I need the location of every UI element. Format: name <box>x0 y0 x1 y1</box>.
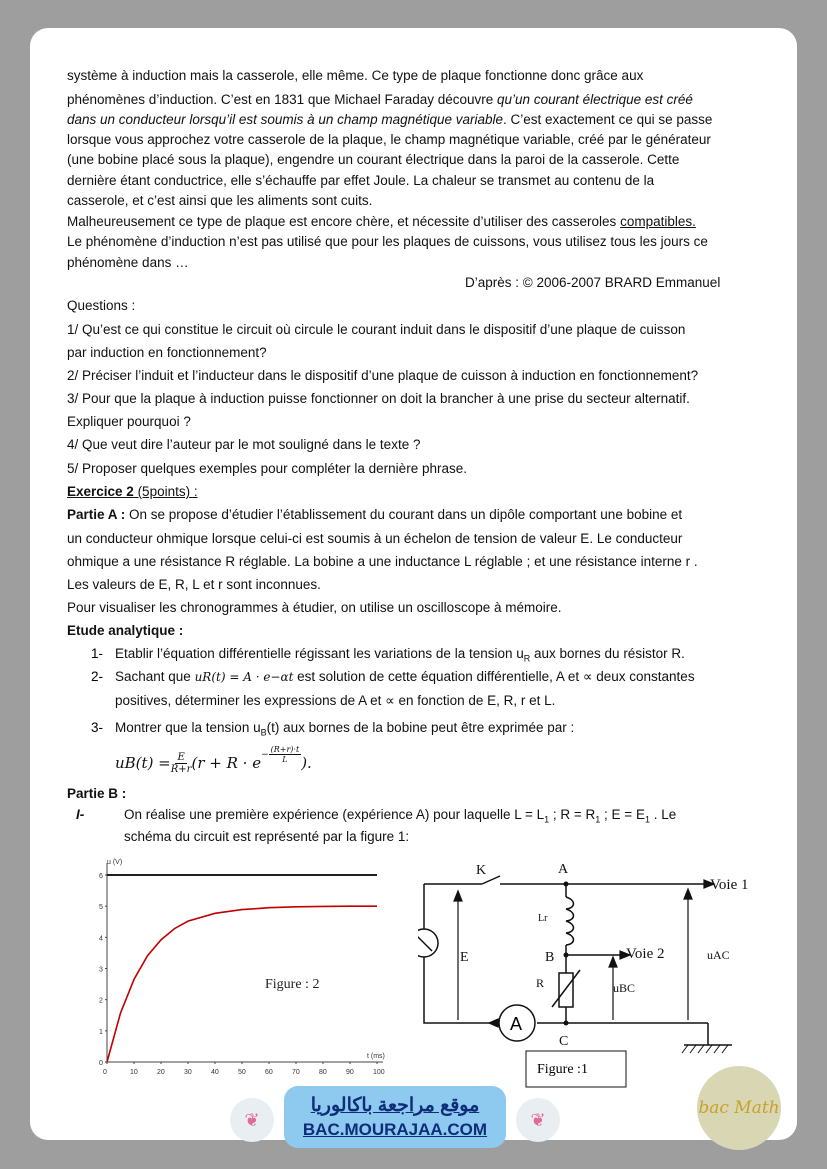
paragraph-line: dernière étant conductrice, elle s’échauffe par effet Joule. La chaleur se transmet au contenu de la <box>67 173 655 188</box>
y-tick-label: 4 <box>99 935 103 943</box>
paragraph-line: dans un conducteur lorsqu’il est soumis à un champ magnétique variable. C’est exactement ce qui se passe <box>67 112 713 127</box>
figure-2-chart <box>85 852 395 1082</box>
paragraph-line: système à induction mais la casserole, elle même. Ce type de plaque fonctionne donc grâce aux <box>67 68 644 83</box>
label-c: C <box>559 1034 569 1049</box>
label-k: K <box>476 863 487 878</box>
ammeter-label: A <box>510 1014 523 1034</box>
right-logo-icon: ❦ <box>516 1098 560 1142</box>
left-logo-icon: ❦ <box>230 1098 274 1142</box>
banner-arabic-text: موقع مراجعة باكالوريا <box>310 1095 480 1116</box>
part-a-line: ohmique a une résistance R réglable. La bobine a une inductance L réglable ; et une résistance interne r . <box>67 554 698 569</box>
y-tick-label: 1 <box>99 1028 103 1036</box>
formula-ub: uB(t) = $\frac{E}{R+r}$ (r + R · e $^{- \frac{(R+r)\cdot t}{L}}$ ). <box>115 745 312 775</box>
question-5: 5/ Proposer quelques exemples pour compléter la dernière phrase. <box>67 461 467 476</box>
circuit-arrows <box>454 880 714 1027</box>
label-a: A <box>558 862 569 877</box>
y-tick-label: 6 <box>99 873 103 880</box>
x-tick-label: 40 <box>211 1069 219 1076</box>
paragraph-line: phénomènes d’induction. C’est en 1831 que Michael Faraday découvre qu’un courant électrique est créé <box>67 92 693 107</box>
chart-x-label: t (ms) <box>367 1053 385 1060</box>
coil-lr <box>566 897 574 945</box>
x-tick-label: 80 <box>319 1069 327 1076</box>
exercise-2-heading: Exercice 2 (5points) : <box>67 484 198 499</box>
figure-1-caption: Figure :1 <box>537 1062 588 1077</box>
x-tick-label: 30 <box>184 1069 192 1076</box>
figure-1-circuit <box>418 855 763 1090</box>
x-tick-label: 60 <box>265 1069 273 1076</box>
paragraph-line: casserole, et c’est ainsi que les aliments sont cuits. <box>67 193 373 208</box>
part-b-roman-1: I- <box>76 807 85 822</box>
label-e: E <box>460 950 469 965</box>
chart-axes <box>107 863 383 1062</box>
item-2-cont: positives, déterminer les expressions de A et ∝ en fonction de E, R, r et L. <box>115 693 556 708</box>
resistor-r <box>559 973 573 1007</box>
source-citation: D’après : © 2006-2007 BRARD Emmanuel <box>465 275 721 290</box>
item-number: 3- <box>91 720 104 735</box>
question-2: 2/ Préciser l’induit et l’inducteur dans le dispositif d’une plaque de cuisson à induction en fonctionnement? <box>67 368 699 383</box>
paragraph-line: (une bobine placé sous la plaque), engendre un courant électrique dans la paroi de la casserole. Cette <box>67 152 680 167</box>
part-a-line: un conducteur ohmique lorsque celui-ci est soumis à un échelon de tension de valeur E. Le conducteur <box>67 531 683 546</box>
label-uac: uAC <box>707 948 730 962</box>
x-tick-label: 20 <box>157 1069 165 1076</box>
site-banner[interactable] <box>284 1086 506 1148</box>
x-tick-label: 90 <box>346 1069 354 1076</box>
chart-y-label: u (V) <box>107 859 123 866</box>
part-b-line: schéma du circuit est représenté par la figure 1: <box>124 829 410 844</box>
item-2: Sachant que uR(t) = A · e−αt est solution de cette équation différentielle, A et ∝ deux constantes <box>115 669 695 684</box>
y-tick-label: 2 <box>99 997 103 1005</box>
bac-math-logo: bac Math <box>697 1066 781 1150</box>
x-tick-label: 50 <box>238 1069 246 1076</box>
formula-fraction: $\frac{E}{R+r}$ <box>170 751 192 775</box>
label-lr: Lr <box>538 913 548 924</box>
question-1: 1/ Qu’est ce qui constitue le circuit où circule le courant induit dans le dispositif d’une plaque de cuisson <box>67 322 686 337</box>
x-tick-label: 10 <box>130 1069 138 1076</box>
x-tick-label: 0 <box>103 1069 107 1076</box>
item-number: 1- <box>91 646 104 661</box>
generator-icon <box>418 929 438 957</box>
item-1: Etablir l’équation différentielle régissant les variations de la tension $u_R$ aux bornes du résistor R. <box>115 646 685 664</box>
label-voie-1: Voie 1 <box>710 877 749 893</box>
part-a-line: Pour visualiser les chronogrammes à étudier, on utilise un oscilloscope à mémoire. <box>67 600 562 615</box>
x-tick-label: 100 <box>373 1069 385 1076</box>
x-tick-label: 70 <box>292 1069 300 1076</box>
part-a-line: Les valeurs de E, R, L et r sont inconnues. <box>67 577 321 592</box>
label-voie-2: Voie 2 <box>626 946 665 962</box>
circuit-wires <box>424 876 732 1045</box>
part-a-line: Partie A : On se propose d’étudier l’établissement du courant dans un dipôle comportant une bobine et <box>67 507 683 522</box>
etude-analytique-title: Etude analytique : <box>67 623 184 638</box>
banner-site-url[interactable]: BAC.MOURAJAA.COM <box>302 1120 488 1139</box>
question-4: 4/ Que veut dire l’auteur par le mot souligné dans le texte ? <box>67 437 421 452</box>
ground-hatch <box>682 1045 728 1053</box>
paragraph-line: phénomène dans … <box>67 255 189 270</box>
part-b-title: Partie B : <box>67 786 127 801</box>
label-ubc: uBC <box>613 981 636 995</box>
y-tick-label: 0 <box>99 1060 103 1067</box>
item-number: 2- <box>91 669 104 684</box>
label-r: R <box>536 976 545 990</box>
y-tick-label: 5 <box>99 904 103 912</box>
paragraph-line: Malheureusement ce type de plaque est encore chère, et nécessite d’utiliser des casseroles compatibles. <box>67 214 696 229</box>
question-1-cont: par induction en fonctionnement? <box>67 345 267 360</box>
paragraph-line: Le phénomène d’induction n’est pas utilisé que pour les plaques de cuissons, vous utilisez tous les jours ce <box>67 234 708 249</box>
questions-title: Questions : <box>67 298 136 313</box>
paragraph-line: lorsque vous approchez votre casserole de la plaque, le champ magnétique variable, créé par le générateur <box>67 132 711 147</box>
y-tick-label: 3 <box>99 966 103 974</box>
question-3-cont: Expliquer pourquoi ? <box>67 414 191 429</box>
item-3: Montrer que la tension $u_B(t)$ aux bornes de la bobine peut être exprimée par : <box>115 720 575 738</box>
label-b: B <box>545 950 555 965</box>
question-3: 3/ Pour que la plaque à induction puisse fonctionner on doit la brancher à une prise du secteur alternatif. <box>67 391 690 406</box>
figure-2-caption: Figure : 2 <box>265 977 320 992</box>
part-b-line: On réalise une première expérience (expérience A) pour laquelle $L = L_1$ ; $R = R_1$ ; $E = E_1$ . Le <box>124 807 677 825</box>
